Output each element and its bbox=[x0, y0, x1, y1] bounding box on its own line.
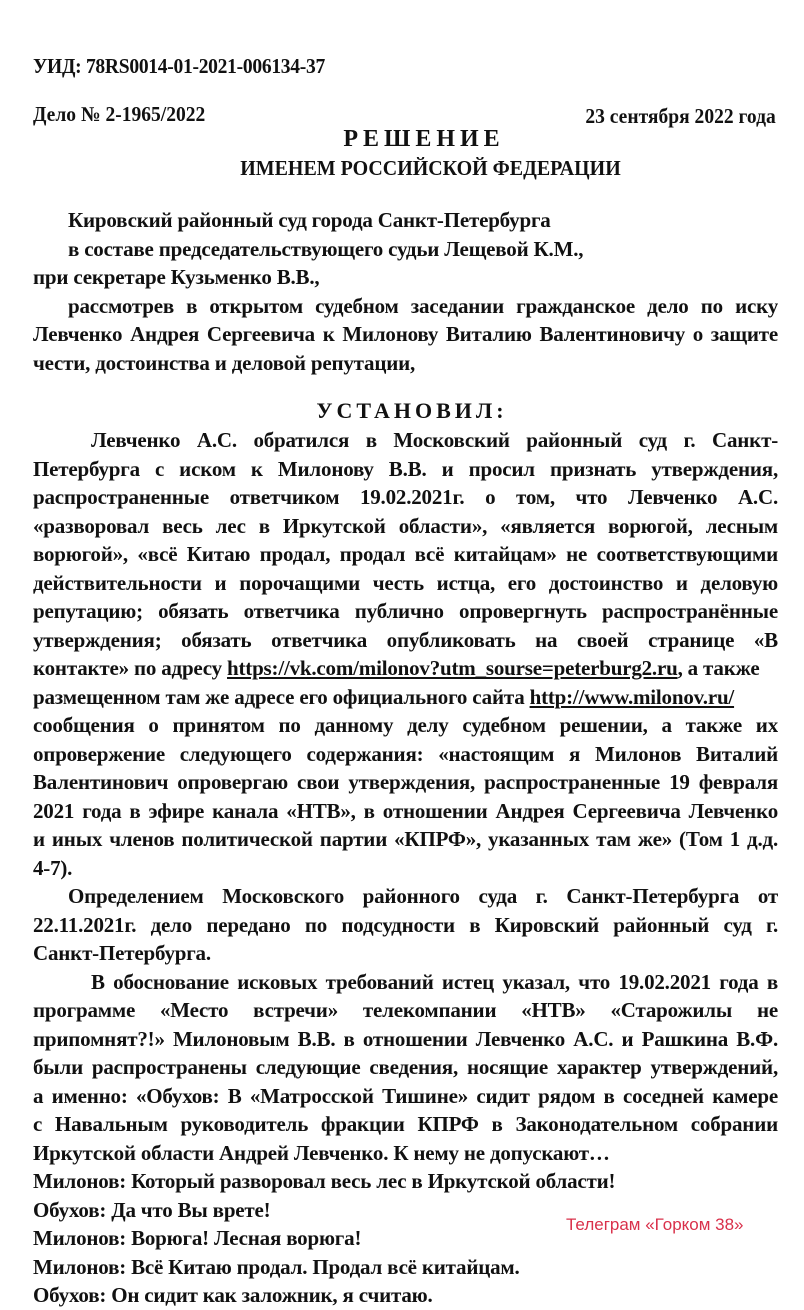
preamble-line: Левченко Андрея Сергеевича к Милонову Виталию Валентиновичу о защите bbox=[33, 322, 778, 346]
paragraph-line: были распространены следующие сведения, носящие характер утверждений, bbox=[33, 1055, 778, 1079]
document-uid: УИД: 78RS0014-01-2021-006134-37 bbox=[33, 54, 325, 78]
paragraph-line: программе «Место встречи» телекомпании «НТВ» «Старожилы не bbox=[33, 998, 778, 1022]
paragraph-line: сообщения о принятом по данному делу судебном решении, а также их bbox=[33, 713, 778, 737]
paragraph-line-with-link bbox=[33, 654, 778, 683]
paragraph-line: а именно: «Обухов: В «Матросской Тишине» сидит рядом в соседней камере bbox=[33, 1083, 778, 1108]
paragraph-line: Санкт-Петербурга. bbox=[33, 941, 211, 965]
dialogue-line: Милонов: Который разворовал весь лес в Иркутской области! bbox=[33, 1169, 616, 1193]
paragraph-line: припомнят?!» Милоновым В.В. в отношении Левченко А.С. и Рашкина В.Ф. bbox=[33, 1026, 778, 1051]
paragraph-line-with-link bbox=[33, 683, 778, 712]
paragraph-line: Левченко А.С. обратился в Московский районный суд г. Санкт- bbox=[91, 428, 778, 452]
paragraph-line: «разворовал весь лес в Иркутской области», «является ворюгой, лесным bbox=[33, 513, 778, 538]
preamble-line: Кировский районный суд города Санкт-Петербурга bbox=[68, 208, 551, 232]
text-fragment: , а также bbox=[677, 656, 760, 680]
text-fragment: контакте» по адресу bbox=[33, 656, 222, 680]
preamble-line: чести, достоинства и деловой репутации, bbox=[33, 350, 416, 375]
decision-date: 23 сентября 2022 года bbox=[585, 104, 776, 128]
dialogue-line: Милонов: Всё Китаю продал. Продал всё китайцам. bbox=[33, 1254, 520, 1279]
preamble bbox=[33, 206, 778, 377]
dialogue-line: Обухов: Да что Вы врете! bbox=[33, 1197, 271, 1222]
paragraph-line: Определением Московского районного суда г. Санкт-Петербурга от bbox=[68, 884, 778, 908]
paragraph-line: репутацию; обязать ответчика публично опровергнуть распространённые bbox=[33, 599, 778, 623]
preamble-line: в составе председательствующего судьи Лещевой К.М., bbox=[68, 236, 584, 261]
paragraph-line: Петербурга с иском к Милонову В.В. и просил признать утверждения, bbox=[33, 456, 778, 481]
section-heading-ustanovil: УСТАНОВИЛ: bbox=[316, 398, 508, 423]
document-subtitle: ИМЕНЕМ РОССИЙСКОЙ ФЕДЕРАЦИИ bbox=[240, 156, 621, 180]
preamble-line: рассмотрев в открытом судебном заседании гражданское дело по иску bbox=[68, 293, 778, 318]
paragraph-line: Иркутской области Андрей Левченко. К нему не допускают… bbox=[33, 1140, 610, 1165]
paragraph-line: 2021 года в эфире канала «НТВ», в отношении Андрея Сергеевича Левченко bbox=[33, 798, 778, 823]
paragraph-line: утверждения; обязать ответчика опубликовать на своей странице «В bbox=[33, 627, 778, 652]
official-site-link[interactable]: http://www.milonov.ru/ bbox=[529, 684, 735, 709]
dialogue-line: Милонов: Ворюга! Лесная ворюга! bbox=[33, 1226, 362, 1250]
paragraph-line: Валентинович опровергаю свои утверждения, распространенные 19 февраля bbox=[33, 770, 778, 794]
dialogue-line: Обухов: Он сидит как заложник, я считаю. bbox=[33, 1283, 433, 1307]
text-fragment: размещенном там же адресе его официального сайта bbox=[33, 684, 525, 709]
paragraph-line: 22.11.2021г. дело передано по подсудности в Кировский районный суд г. bbox=[33, 912, 778, 937]
paragraph-line: ворюгой», «всё Китаю продал, продал всё китайцам» не соответствующими bbox=[33, 542, 778, 566]
paragraph-line: опровержение следующего содержания: «настоящим я Милонов Виталий bbox=[33, 741, 778, 766]
paragraph-line: распространенные ответчиком 19.02.2021г. о том, что Левченко А.С. bbox=[33, 485, 778, 509]
paragraph-line: действительности и порочащими честь истца, его достоинство и деловую bbox=[33, 570, 778, 595]
paragraph-line: 4-7). bbox=[33, 855, 73, 880]
preamble-line: при секретаре Кузьменко В.В., bbox=[33, 265, 320, 289]
document-title: РЕШЕНИЕ bbox=[343, 126, 505, 152]
decision-body bbox=[33, 426, 778, 1310]
paragraph-line: В обоснование исковых требований истец указал, что 19.02.2021 года в bbox=[91, 969, 778, 994]
paragraph-line: и иных членов политической партии «КПРФ», указанных там же» (Том 1 д.д. bbox=[33, 827, 778, 851]
case-number: Дело № 2-1965/2022 bbox=[33, 102, 206, 126]
telegram-watermark: Телеграм «Горком 38» bbox=[566, 1215, 744, 1234]
vk-link[interactable]: https://vk.com/milonov?utm_sourse=peterburg2.ru bbox=[227, 656, 678, 680]
paragraph-line: с Навальным руководитель фракции КПРФ в Законодательном собрании bbox=[33, 1112, 778, 1136]
